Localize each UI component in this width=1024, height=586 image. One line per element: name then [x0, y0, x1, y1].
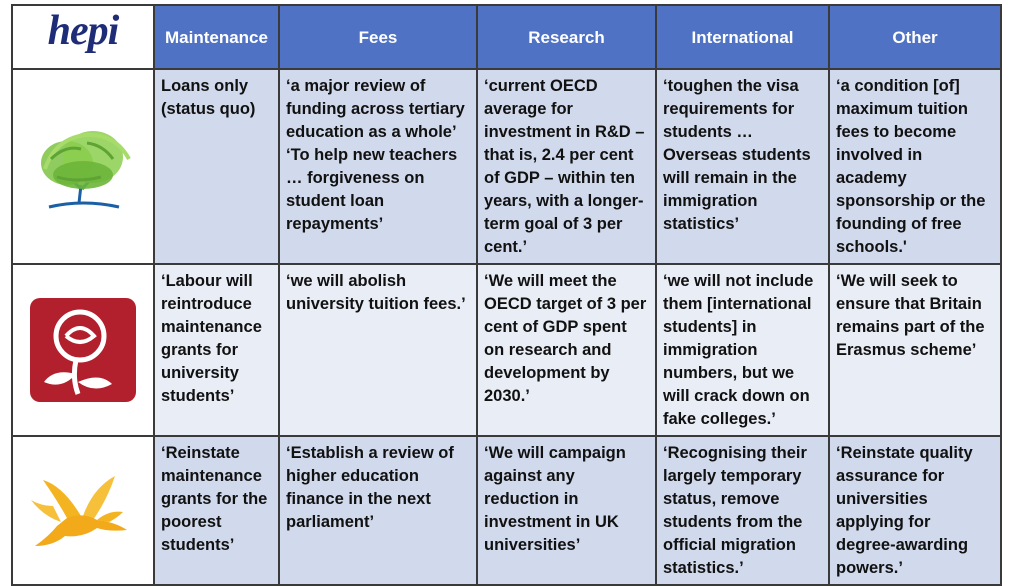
cell-libdem-maintenance: ‘Reinstate maintenance grants for the poorest students’	[154, 436, 279, 585]
cell-conservative-fees: ‘a major review of funding across tertiary education as a whole’ ‘To help new teachers … forgiveness on student loan repayments’	[279, 69, 477, 264]
cell-libdem-research: ‘We will campaign against any reduction in investment in UK universities’	[477, 436, 656, 585]
cell-conservative-international: ‘toughen the visa requirements for students … Overseas students will remain in the immigration statistics’	[656, 69, 829, 264]
libdem-bird-icon	[23, 466, 143, 556]
header-international: International	[656, 5, 829, 69]
cell-labour-research: ‘We will meet the OECD target of 3 per cent of GDP spent on research and development by 2030.’	[477, 264, 656, 436]
header-row	[12, 5, 1001, 69]
cell-conservative-research: ‘current OECD average for investment in R&D – that is, 2.4 per cent of GDP – within ten years, with a longer-term goal of 3 per cent.’	[477, 69, 656, 264]
labour-logo-cell	[12, 264, 154, 436]
table-row-conservative	[12, 69, 1001, 264]
header-maintenance: Maintenance	[154, 5, 279, 69]
hepi-logo	[12, 5, 154, 69]
conservative-logo-cell	[12, 69, 154, 264]
cell-labour-other: ‘We will seek to ensure that Britain remains part of the Erasmus scheme’	[829, 264, 1001, 436]
cell-labour-fees: ‘we will abolish university tuition fees.’	[279, 264, 477, 436]
header-research: Research	[477, 5, 656, 69]
table-row-libdem	[12, 436, 1001, 585]
labour-rose-icon	[28, 296, 138, 404]
cell-conservative-maintenance: Loans only (status quo)	[154, 69, 279, 264]
cell-labour-international: ‘we will not include them [international students] in immigration numbers, but we will crack down on fake colleges.’	[656, 264, 829, 436]
table-row-labour	[12, 264, 1001, 436]
hepi-logo-text: hepi	[47, 8, 119, 54]
cell-libdem-other: ‘Reinstate quality assurance for universities applying for degree-awarding powers.’	[829, 436, 1001, 585]
header-fees: Fees	[279, 5, 477, 69]
policy-comparison-table	[11, 4, 1002, 586]
header-other: Other	[829, 5, 1001, 69]
cell-conservative-other: ‘a condition [of] maximum tuition fees to become involved in academy sponsorship or the founding of free schools.'	[829, 69, 1001, 264]
conservative-tree-icon	[27, 119, 139, 215]
cell-libdem-international: ‘Recognising their largely temporary status, remove students from the official migration statistics.’	[656, 436, 829, 585]
libdem-logo-cell	[12, 436, 154, 585]
cell-labour-maintenance: ‘Labour will reintroduce maintenance grants for university students’	[154, 264, 279, 436]
cell-libdem-fees: ‘Establish a review of higher education finance in the next parliament’	[279, 436, 477, 585]
